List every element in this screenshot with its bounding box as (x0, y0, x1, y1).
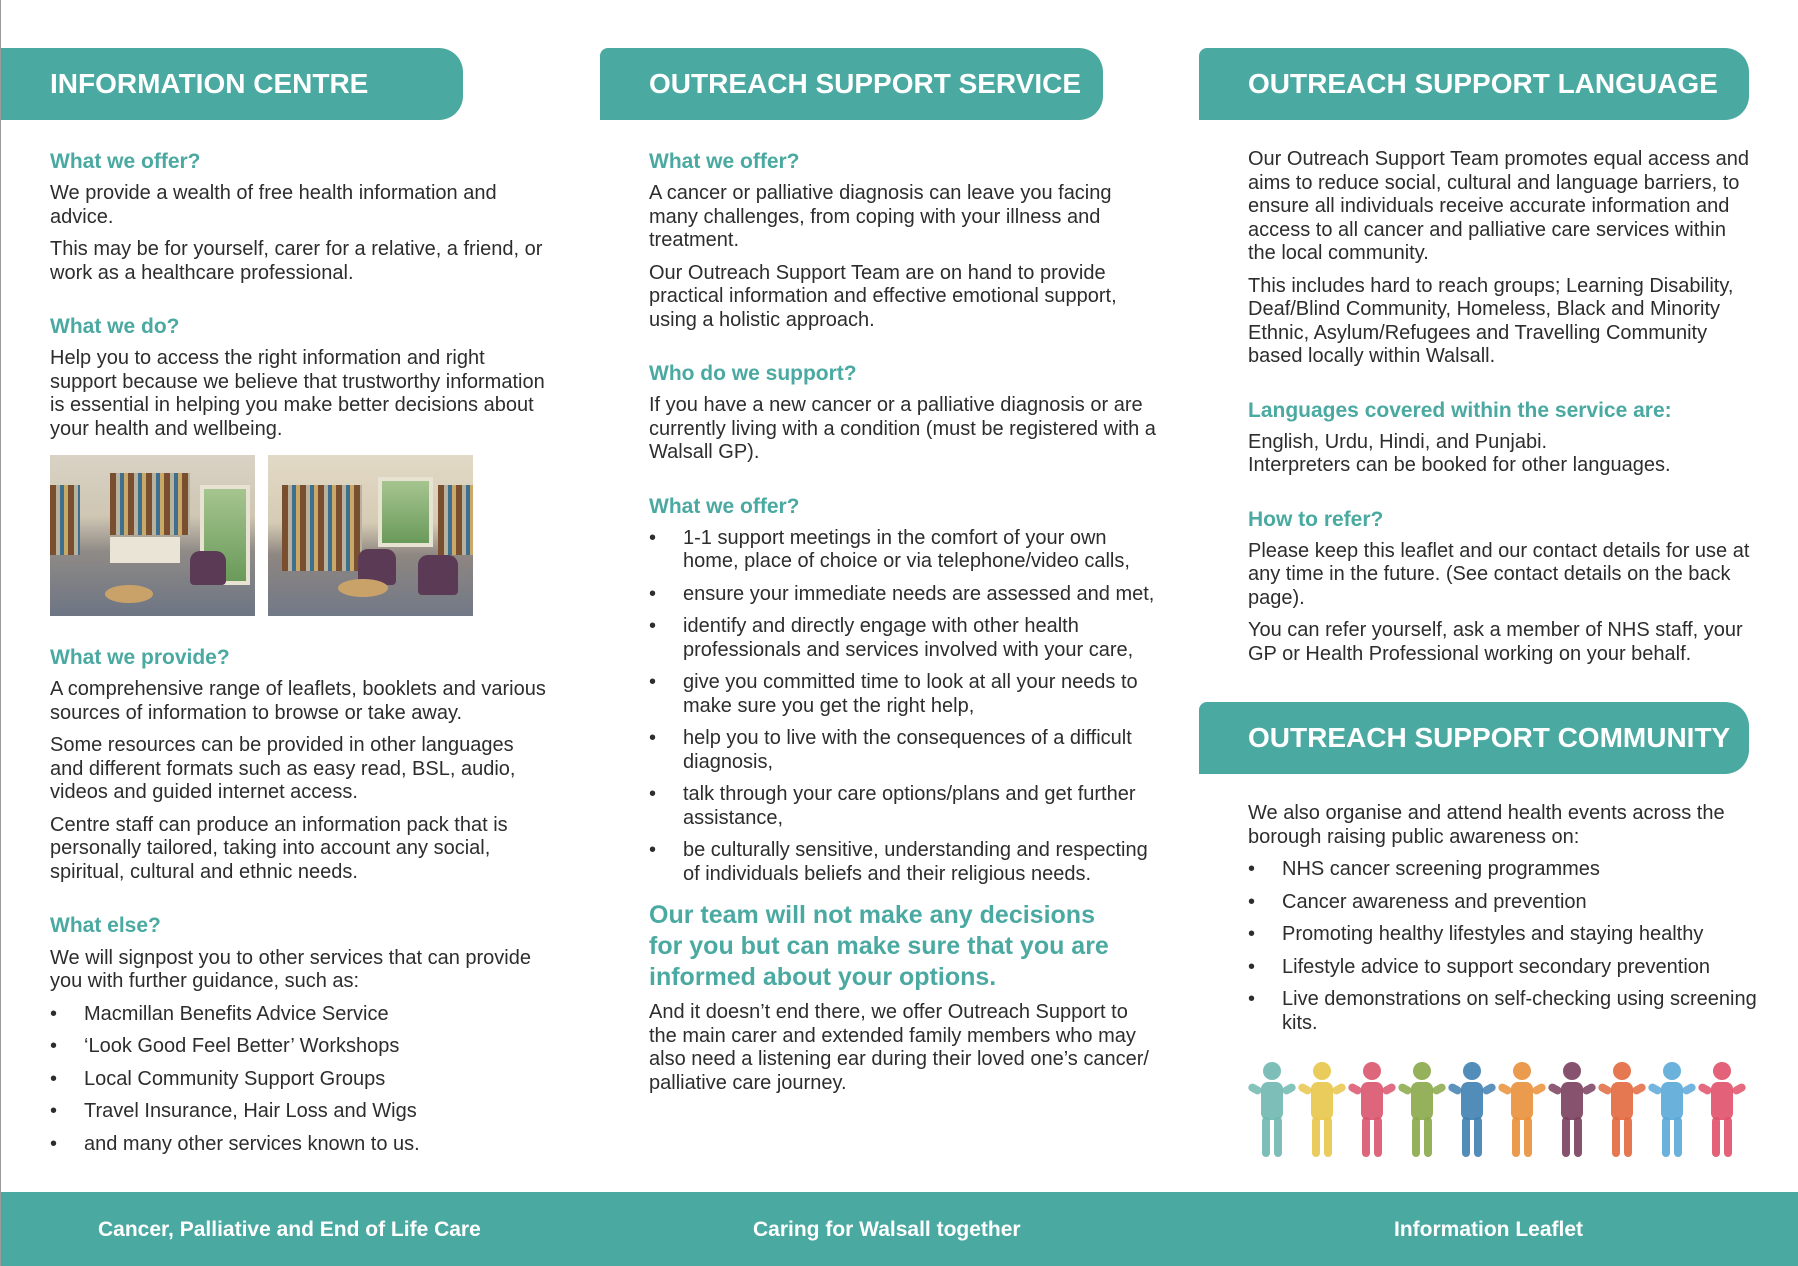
do-paragraph: Help you to access the right information and right support because we believe that trustworthy information is essential in helping you make better decisions about your health and wellbeing. (50, 347, 545, 440)
languages-heading: Languages covered within the service are: (1248, 398, 1672, 422)
list-item: • be culturally sensitive, understanding and respecting of individuals beliefs and their religious needs. (649, 839, 1160, 886)
person-figure-icon (1448, 1059, 1496, 1159)
offer2-heading: What we offer? (649, 494, 800, 518)
person-figure-icon (1548, 1059, 1596, 1159)
closing-paragraph: And it doesn’t end there, we offer Outreach Support to the main carer and extended family members who may also need a listening ear during their loved one’s cancer/ palliative care journey. (649, 1001, 1149, 1094)
footer-bar (1, 1192, 1798, 1266)
provide-paragraph-3: Centre staff can produce an information pack that is personally tailored, taking into account any social, spiritual, cultural and ethnic needs. (50, 813, 508, 883)
do-heading: What we do? (50, 315, 180, 339)
provide-heading: What we provide? (50, 646, 230, 670)
offer-paragraph-1: A cancer or palliative diagnosis can leave you facing many challenges, from coping with your illness and treatment. (649, 182, 1112, 252)
footer-center-text: Caring for Walsall together (753, 1218, 1021, 1241)
outreach-community-banner: OUTREACH SUPPORT COMMUNITY (1199, 702, 1749, 774)
community-paragraph: We also organise and attend health events across the borough raising public awareness on: (1248, 802, 1725, 848)
person-figure-icon (1298, 1059, 1346, 1159)
highlight-statement: Our team will not make any decisions for you but can make sure that you are informed about your options. (649, 901, 1109, 992)
person-figure-icon (1398, 1059, 1446, 1159)
refer-paragraph-1: Please keep this leaflet and our contact details for use at any time in the future. (See contact details on the back page). (1248, 539, 1750, 609)
list-item: • ensure your immediate needs are assessed and met, (649, 583, 1160, 607)
list-item: • Macmillan Benefits Advice Service (50, 1003, 546, 1027)
outreach-service-panel (600, 48, 1156, 1104)
list-item: • Lifestyle advice to support secondary prevention (1248, 956, 1759, 980)
who-heading: Who do we support? (649, 362, 857, 386)
signpost-list (50, 1003, 546, 1157)
offer-paragraph-2: Our Outreach Support Team are on hand to provide practical information and effective emotional support, using a holistic approach. (649, 261, 1117, 331)
offer-heading: What we offer? (50, 150, 201, 173)
person-figure-icon (1648, 1059, 1696, 1159)
languages-line-2: Interpreters can be booked for other languages. (1248, 454, 1671, 477)
community-figures-illustration (1248, 1055, 1759, 1159)
footer-right-text: Information Leaflet (1394, 1218, 1584, 1241)
list-item: • NHS cancer screening programmes (1248, 858, 1759, 882)
language-paragraph-1: Our Outreach Support Team promotes equal access and aims to reduce social, cultural and language barriers, to ensure all individuals receive accurate information and access to all cancer and palliative care services within the local community. (1248, 148, 1750, 264)
provide-paragraph-1: A comprehensive range of leaflets, booklets and various sources of information to browse or take away. (50, 678, 546, 724)
list-item: • help you to live with the consequences of a difficult diagnosis, (649, 727, 1160, 774)
community-list (1248, 858, 1759, 1035)
list-item: • identify and directly engage with other health professionals and services involved with your care, (649, 615, 1160, 662)
list-item: • Live demonstrations on self-checking using screening kits. (1248, 988, 1759, 1035)
offer-list (649, 527, 1160, 887)
list-item: • ‘Look Good Feel Better’ Workshops (50, 1035, 546, 1059)
information-centre-banner: INFORMATION CENTRE (1, 48, 463, 120)
refer-heading: How to refer? (1248, 507, 1384, 531)
person-figure-icon (1348, 1059, 1396, 1159)
list-item: • Local Community Support Groups (50, 1068, 546, 1092)
else-heading: What else? (50, 914, 161, 938)
offer-paragraph-2: This may be for yourself, carer for a relative, a friend, or work as a healthcare professional. (50, 238, 543, 284)
provide-paragraph-2: Some resources can be provided in other languages and different formats such as easy read, BSL, audio, videos and guided internet access. (50, 734, 516, 804)
list-item: • Promoting healthy lifestyles and staying healthy (1248, 923, 1759, 947)
person-figure-icon (1698, 1059, 1746, 1159)
list-item: • 1-1 support meetings in the comfort of your own home, place of choice or via telephone/video calls, (649, 527, 1160, 574)
refer-paragraph-2: You can refer yourself, ask a member of NHS staff, your GP or Health Professional working on your behalf. (1248, 619, 1743, 665)
centre-photo-reception (50, 455, 255, 616)
list-item: • Cancer awareness and prevention (1248, 891, 1759, 915)
offer-paragraph-1: We provide a wealth of free health information and advice. (50, 182, 497, 228)
list-item: • Travel Insurance, Hair Loss and Wigs (50, 1100, 546, 1124)
language-paragraph-2: This includes hard to reach groups; Learning Disability, Deaf/Blind Community, Homeless, Black and Minority Ethnic, Asylum/Refugees and Travelling Community based locally within Walsall. (1248, 274, 1734, 367)
outreach-service-banner: OUTREACH SUPPORT SERVICE (600, 48, 1103, 120)
else-paragraph: We will signpost you to other services that can provide you with further guidance, such as: (50, 946, 531, 993)
who-paragraph: If you have a new cancer or a palliative diagnosis or are currently living with a condition (must be registered with a Walsall GP). (649, 394, 1156, 464)
person-figure-icon (1498, 1059, 1546, 1159)
languages-line-1: English, Urdu, Hindi, and Punjabi. (1248, 430, 1548, 453)
outreach-language-panel (1199, 48, 1757, 1159)
list-item: • and many other services known to us. (50, 1133, 546, 1157)
information-centre-panel (1, 48, 546, 1165)
centre-photos (50, 455, 546, 616)
outreach-language-banner: OUTREACH SUPPORT LANGUAGE (1199, 48, 1749, 120)
person-figure-icon (1598, 1059, 1646, 1159)
person-figure-icon (1248, 1059, 1296, 1159)
centre-photo-library (268, 455, 473, 616)
footer-left-text: Cancer, Palliative and End of Life Care (98, 1218, 481, 1241)
list-item: • give you committed time to look at all your needs to make sure you get the right help, (649, 671, 1160, 718)
list-item: • talk through your care options/plans and get further assistance, (649, 783, 1160, 830)
offer-heading: What we offer? (649, 150, 800, 173)
